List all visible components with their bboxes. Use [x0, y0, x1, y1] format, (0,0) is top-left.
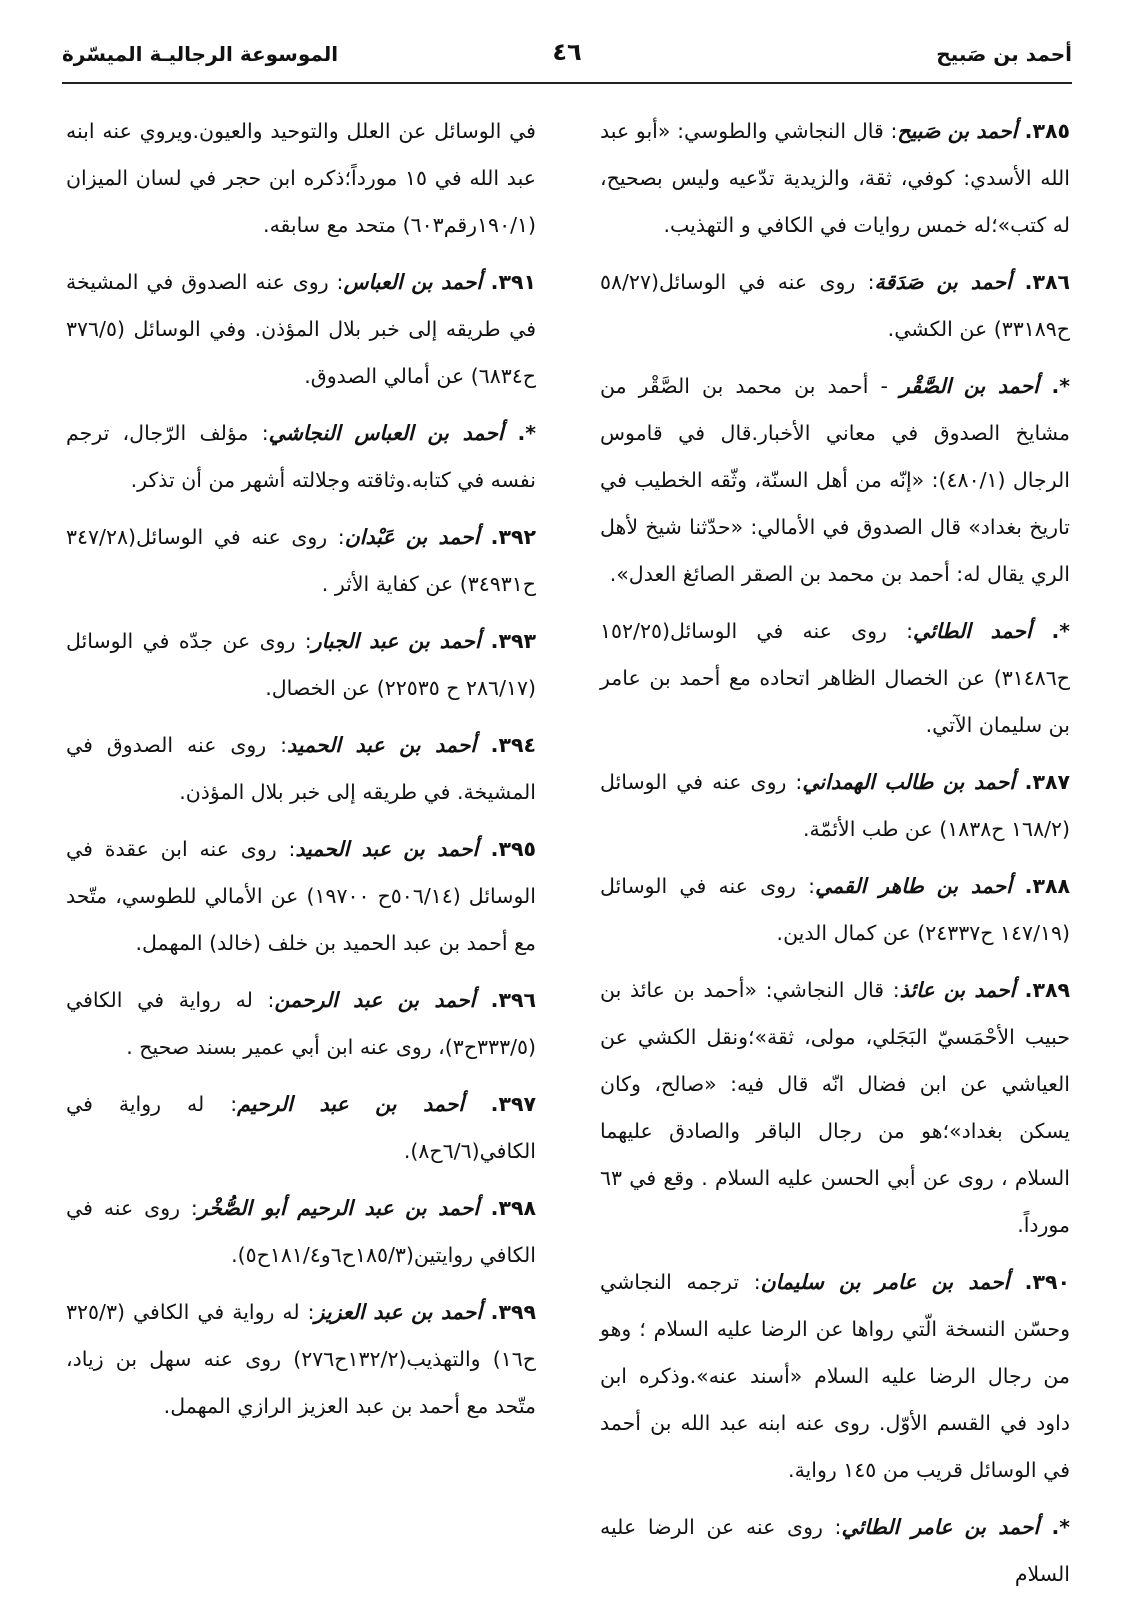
entry-number: *.	[503, 421, 536, 445]
page-number: ٤٦	[552, 38, 582, 66]
entry	[600, 108, 1070, 249]
entry-name: أحمد بن عبد الجبار	[311, 629, 481, 653]
entry-name: أحمد بن صَدَقة	[874, 270, 1012, 294]
entry	[600, 608, 1070, 749]
entry-number: ٣٩٦.	[475, 988, 536, 1012]
entry-text: : قال النجاشي: «أحمد بن عائذ بن حبيب الأحْمَسيّ البَجَلي، مولى، ثقة»؛ونقل الكشي عن العياشي عن ابن فضال انّه قال فيه: «صالح، وكان يسكن بغداد»؛هو من رجال الباقر والصادق عليهما السلام ، روى عن أبي الحسن عليه السلام . وقع في ٦٣ مورداً.	[600, 978, 1070, 1237]
entry	[66, 722, 536, 816]
entry	[600, 863, 1070, 957]
entry	[600, 967, 1070, 1249]
entry-text: : روى عنه ابن عقدة في الوسائل (٥٠٦/١٤ح ١٩٧٠٠) عن الأمالي للطوسي، متّحد مع أحمد بن عبد الحميد بن خلف (خالد) المهمل.	[66, 837, 536, 955]
entry-name: أحمد بن عامر بن سليمان	[760, 1270, 1010, 1294]
entry-name: أحمد بن الصَّقْر	[899, 374, 1039, 398]
entry-text: : روى عن جدّه في الوسائل (٢٨٦/١٧ ح ٢٢٥٣٥) عن الخصال.	[66, 629, 536, 700]
entry	[66, 618, 536, 712]
entry-name: أحمد بن عبد الحميد	[295, 837, 479, 861]
entry-text: : روى عنه الصدوق في المشيخة في طريقه إلى خبر بلال المؤذن. وفي الوسائل (٣٧٦/٥ ح٦٨٣٤) عن أمالي الصدوق.	[66, 270, 536, 388]
entry-number: ٣٩٥.	[478, 837, 536, 861]
entry-name: أحمد بن طالب الهمداني	[802, 770, 1015, 794]
entry	[600, 1259, 1070, 1494]
entry	[66, 977, 536, 1071]
entry-name: أحمد بن عبد الرحمن	[274, 988, 476, 1012]
entry-number: ٣٩١.	[482, 270, 536, 294]
entry	[66, 1289, 536, 1430]
entry-number: *.	[1038, 374, 1070, 398]
entry-number: ٣٩٧.	[464, 1092, 536, 1116]
entry-text: : روى عنه في الوسائل(١٥٢/٢٥ ح٣١٤٨٦) عن الخصال الظاهر اتحاده مع أحمد بن عامر بن سليمان الآتي.	[600, 619, 1070, 737]
entry-name: أحمد بن عبد العزيز	[314, 1300, 483, 1324]
right-column	[600, 108, 1070, 1608]
entry-name: أحمد بن عبد الرحيم	[237, 1092, 465, 1116]
entry-text: : له رواية في الكافي(٦/٦ح٨).	[66, 1092, 536, 1163]
entry-number: ٣٩٤.	[476, 733, 536, 757]
entry-number: *.	[1039, 1515, 1070, 1539]
entry	[66, 108, 536, 249]
entry-name: أحمد بن عامر الطائي	[841, 1515, 1040, 1539]
entry	[66, 1081, 536, 1175]
entry-text: : ترجمه النجاشي وحسّن النسخة الّتي رواها عن الرضا عليه السلام ؛ وهو من رجال الرضا عليه السلام «أسند عنه».وذكره ابن داود في القسم الأوّل. روى عنه ابنه عبد الله بن أحمد في الوسائل قريب من ١٤٥ رواية.	[600, 1270, 1070, 1482]
entry	[600, 1504, 1070, 1598]
entry	[66, 410, 536, 504]
entry-number: ٣٩٢.	[479, 525, 537, 549]
left-column	[66, 108, 536, 1440]
entry-text: : روى عنه في الكافي روايتين(١٨٥/٣ح٦و١٨١/٤ح٥).	[66, 1196, 536, 1267]
header-rule	[62, 82, 1072, 84]
entry-name: أحمد بن عَبْدان	[344, 525, 480, 549]
entry-number: ٣٩٩.	[482, 1300, 536, 1324]
entry	[66, 1185, 536, 1279]
entry-text: : روى عنه في الوسائل (١٤٧/١٩ ح٢٤٣٣٧) عن كمال الدين.	[600, 874, 1070, 945]
entry-text: : روى عنه في الوسائل(٥٨/٢٧ ح٣٣١٨٩) عن الكشي.	[600, 270, 1070, 341]
running-head-left: الموسوعة الرجاليـة الميسّرة	[62, 42, 339, 66]
entry	[600, 759, 1070, 853]
entry	[66, 826, 536, 967]
entry-text: : روى عنه في الوسائل(٣٤٧/٢٨ ح٣٤٩٣١) عن كفاية الأثر .	[66, 525, 536, 596]
entry-text: : روى عنه عن الرضا عليه السلام	[600, 1515, 1070, 1586]
entry-name: أحمد بن العباس	[343, 270, 483, 294]
entry-name: أحمد بن عبد الرحيم أبو الصُّخْر	[197, 1196, 480, 1220]
entry-number: ٣٨٩.	[1015, 978, 1070, 1002]
entry-text: : روى عنه في الوسائل (١٦٨/٢ ح١٨٣٨) عن طب الأئمّة.	[600, 770, 1070, 841]
entry-text: : له رواية في الكافي (٣٢٥/٣ ح١٦) والتهذيب(١٣٢/٢ح٢٧٦) روى عنه سهل بن زياد، متّحد مع أحمد بن عبد العزيز الرازي المهمل.	[66, 1300, 536, 1418]
entry-text: : قال النجاشي والطوسي: «أبو عبد الله الأسدي: كوفي، ثقة، والزيدية تدّعيه وليس بصحيح، له كتب»؛له خمس روايات في الكافي و التهذيب.	[600, 119, 1070, 237]
entry-text: - أحمد بن محمد بن الصَّقْر من مشايخ الصدوق في معاني الأخبار.قال في قاموس الرجال (٤٨٠/١): «إنّه من أهل السنّة، وثّقه الخطيب في تاريخ بغداد» قال الصدوق في الأمالي: «حدّثنا شيخ لأهل الري يقال له: أحمد بن محمد بن الصقر الصائغ العدل».	[600, 374, 1070, 586]
entry-text: في الوسائل عن العلل والتوحيد والعيون.ويروي عنه ابنه عبد الله في ١٥ مورداً؛ذكره ابن حجر في لسان الميزان (١٩٠/١رقم٦٠٣) متحد مع سابقه.	[66, 119, 536, 237]
entry-text: : مؤلف الرّجال، ترجم نفسه في كتابه.وثاقته وجلالته أشهر من أن تذكر.	[66, 421, 536, 492]
entry-name: أحمد بن عبد الحميد	[287, 733, 477, 757]
entry-number: ٣٨٦.	[1011, 270, 1070, 294]
entry	[66, 514, 536, 608]
entry-number: ٣٩٨.	[479, 1196, 536, 1220]
entry-text: : روى عنه الصدوق في المشيخة. في طريقه إلى خبر بلال المؤذن.	[66, 733, 536, 804]
entry	[600, 259, 1070, 353]
entry-name: أحمد بن صَبيح	[897, 119, 1018, 143]
entry-name: أحمد الطائي	[913, 619, 1032, 643]
entry-number: ٣٩٠.	[1009, 1270, 1070, 1294]
entry	[600, 363, 1070, 598]
entry-number: ٣٨٥.	[1017, 119, 1070, 143]
entry-name: أحمد بن عائذ	[899, 978, 1016, 1002]
page-header	[62, 36, 1072, 86]
entry-text: : له رواية في الكافي (٣٣٣/٥ح٣)، روى عنه ابن أبي عمير بسند صحيح .	[66, 988, 536, 1059]
entry-number: ٣٩٣.	[480, 629, 536, 653]
running-head-right: أحمد بن صَبيح	[936, 42, 1072, 66]
entry	[66, 259, 536, 400]
entry-number: ٣٨٨.	[1011, 874, 1070, 898]
entry-number: ٣٨٧.	[1015, 770, 1070, 794]
entry-name: أحمد بن طاهر القمي	[815, 874, 1012, 898]
entry-name: أحمد بن العباس النجاشي	[268, 421, 504, 445]
entry-number: *.	[1031, 619, 1070, 643]
